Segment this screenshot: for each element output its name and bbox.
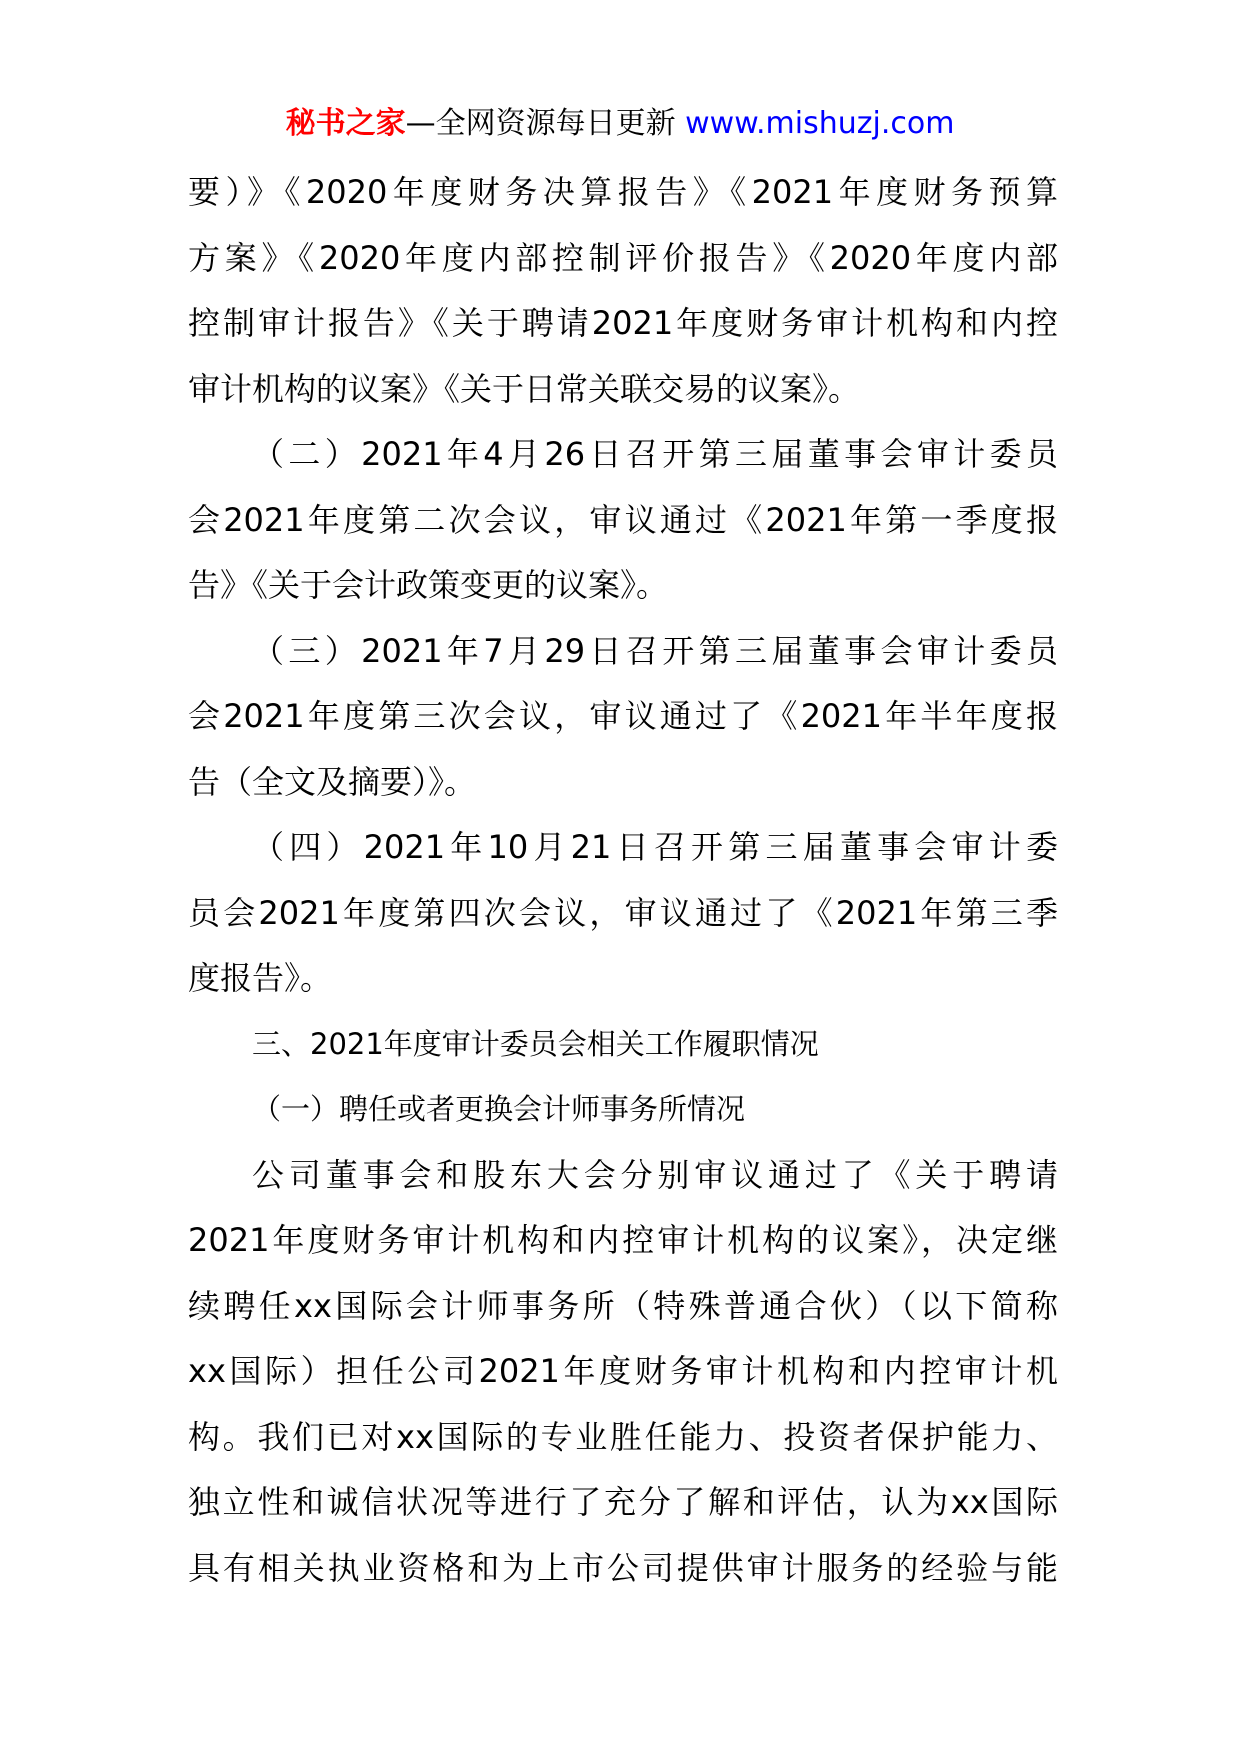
section-heading: 三、2021年度审计委员会相关工作履职情况 — [252, 1026, 819, 1061]
text-line: （三）2021年7月29日召开第三届董事会审计委员 — [252, 631, 1058, 670]
text-line: 公司董事会和股东大会分别审议通过了《关于聘请 — [252, 1155, 1058, 1194]
text-line: 续聘任xx国际会计师事务所（特殊普通合伙）（以下简称 — [188, 1286, 1058, 1325]
site-header — [0, 102, 1240, 146]
document-body — [188, 160, 1058, 1601]
text-line: 控制审计报告》《关于聘请2021年度财务审计机构和内控 — [188, 304, 1058, 342]
site-url-link[interactable]: www.mishuzj.com — [685, 106, 955, 141]
text-line: （四）2021年10月21日召开第三届董事会审计委 — [252, 828, 1058, 866]
text-line: 员会2021年度第四次会议，审议通过了《2021年第三季 — [188, 893, 1058, 932]
text-line: 会2021年度第二次会议，审议通过《2021年第一季度报 — [188, 500, 1058, 539]
text-line: 2021年度财务审计机构和内控审计机构的议案》，决定继 — [188, 1221, 1058, 1259]
text-line: 构。我们已对xx国际的专业胜任能力、投资者保护能力、 — [188, 1417, 1058, 1456]
subsection-heading: （一）聘任或者更换会计师事务所情况 — [252, 1092, 746, 1126]
text-line: 度报告》。 — [188, 959, 333, 997]
text-line: 告（全文及摘要）》。 — [188, 762, 477, 801]
text-line: （二）2021年4月26日召开第三届董事会审计委员 — [252, 435, 1058, 473]
text-line: 方案》《2020年度内部控制评价报告》《2020年度内部 — [188, 238, 1058, 277]
site-tagline: —全网资源每日更新 — [405, 106, 676, 141]
text-line: xx国际）担任公司2021年度财务审计机构和内控审计机 — [188, 1352, 1058, 1390]
text-line: 审计机构的议案》《关于日常关联交易的议案》。 — [188, 369, 861, 408]
text-line: 会2021年度第三次会议，审议通过了《2021年半年度报 — [188, 697, 1058, 735]
text-line: 具有相关执业资格和为上市公司提供审计服务的经验与能 — [188, 1548, 1058, 1587]
text-line: 独立性和诚信状况等进行了充分了解和评估，认为xx国际 — [188, 1483, 1058, 1521]
text-line: 告》《关于会计政策变更的议案》。 — [188, 566, 669, 604]
site-brand: 秘书之家 — [285, 106, 406, 141]
text-line: 要）》《2020年度财务决算报告》《2021年度财务预算 — [188, 173, 1058, 211]
